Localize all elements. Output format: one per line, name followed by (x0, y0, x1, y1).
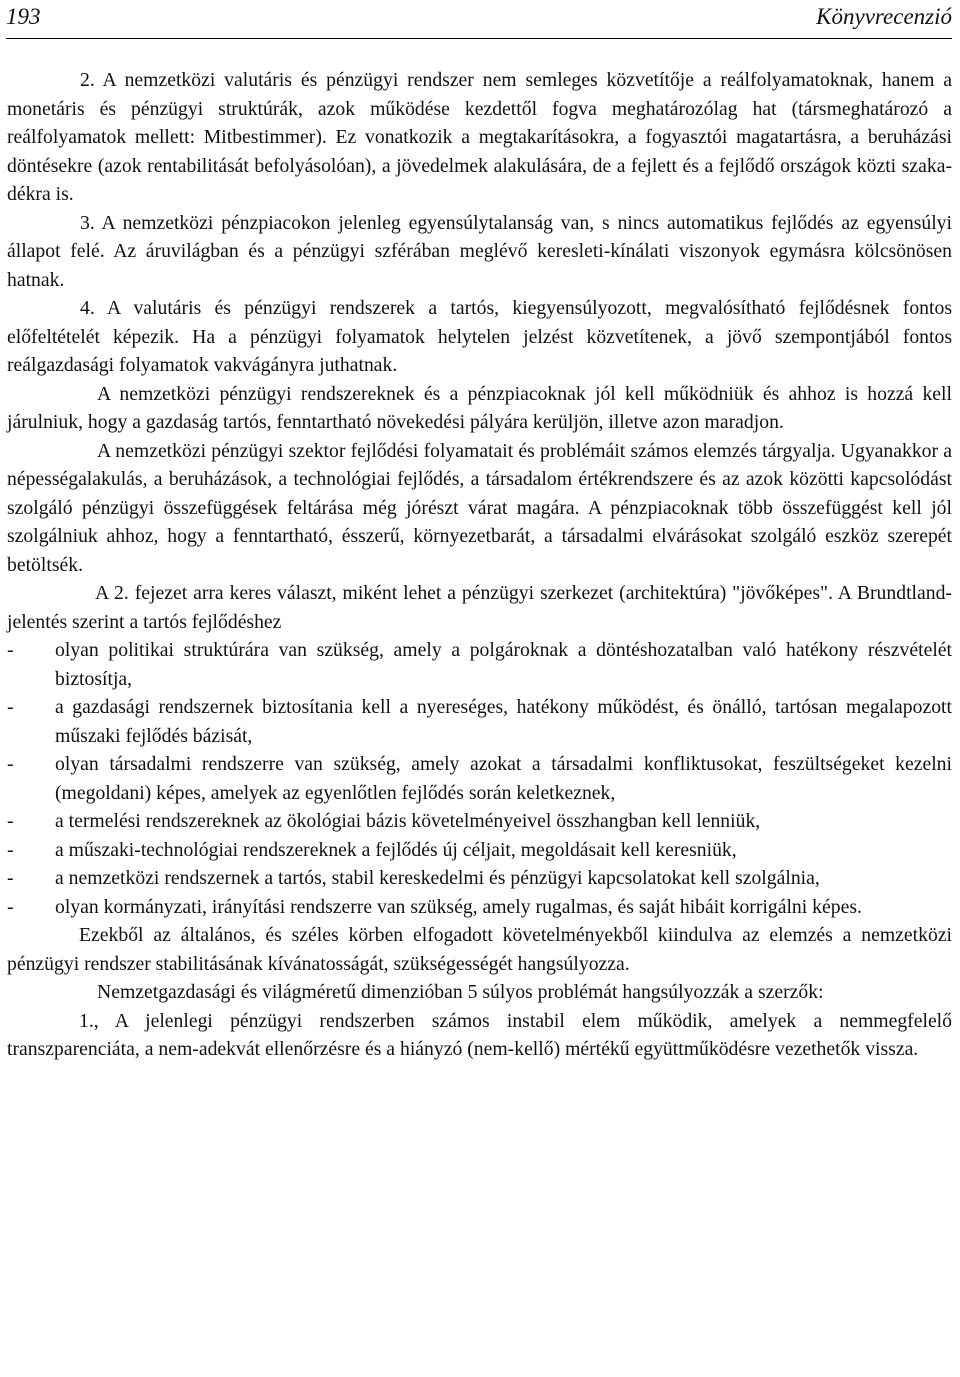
list-item: - a műszaki-technológiai rendszereknek a fejlődés új céljait, megoldásait kell keresniük, (7, 836, 952, 865)
list-dash: - (7, 639, 14, 661)
paragraph-point-2: 2. A nemzetközi valutáris és pénzügyi rendszer nem semleges közvetítője a reálfolyamatoknak, hanem a monetáris és pénzügyi struktúrák, azok működése kezdettől fogva meghatározólag hat (társmeghatározó a reálfolyamatok mellett: Mitbestimmer). Ez vonatkozik a megtakarításokra, a fogyasztói magatartásra, a beruházási döntésekre (azok rentabilitását befolyásolóan), a jövedelmek alakulására, de a fejlett és a fejlődő országok közti szakadékra is. (7, 69, 952, 205)
list-item: - a nemzetközi rendszernek a tartós, stabil kereskedelmi és pénzügyi kapcsolatokat kell szolgálnia, (7, 864, 952, 893)
list-dash: - (7, 867, 14, 889)
list-item: - olyan társadalmi rendszerre van szükség, amely azokat a társadalmi konfliktusokat, feszültségeket kezelni (megoldani) képes, amelyek az egyenlőtlen fejlődés során keletkeznek, (7, 750, 952, 807)
page-number: 193 (6, 4, 41, 29)
list-item: - olyan politikai struktúrára van szükség, amely a polgároknak a döntéshozatalban való hatékony részvételét biztosítja, (7, 636, 952, 693)
paragraph-financial-systems: A nemzetközi pénzügyi rendszereknek és a pénzpiacoknak jól kell működniük és ahhoz is hozzá kell járulniuk, hogy a gazdaság tartós, fenntartható növekedési pályára kerüljön, illetve azon maradjon. (7, 382, 952, 433)
page-header (6, 0, 952, 39)
list-item: - olyan kormányzati, irányítási rendszerre van szükség, amely rugalmas, és saját hibáit korrigálni képes. (7, 893, 952, 922)
article-body (7, 66, 952, 1064)
section-title: Könyvrecenzió (816, 4, 952, 29)
paragraph-point-3: 3. A nemzetközi pénzpiacokon jelenleg egyensúlytalanság van, s nincs automatikus fejlődés az egyensúlyi állapot felé. Az áruvilágban és a pénzügyi szférában meglévő keresleti-kínálati viszonyok egymásra kölcsönösen hatnak. (7, 211, 952, 291)
list-item: - a termelési rendszereknek az ökológiai bázis követelményeivel összhangban kell lenniük, (7, 807, 952, 836)
paragraph-problem-1: 1., A jelenlegi pénzügyi rendszerben számos instabil elem működik, amelyek a nemmegfelelő transzparenciáta, a nem-adekvát ellenőrzésre és a hiányzó (nem-kellő) mértékű együttműködésre vezethetők vissza. (7, 1009, 952, 1060)
paragraph-point-4: 4. A valutáris és pénzügyi rendszerek a tartós, kiegyensúlyozott, megvalósítható fejlődésnek fontos előfeltételét képezik. Ha a pénzügyi folyamatok helytelen jelzést közvetítenek, a jövő szempontjából fontos reálgazdasági folyamatok vakvágányra juthatnak. (7, 297, 952, 376)
list-item: - a gazdasági rendszernek biztosítania kell a nyereséges, hatékony működést, és önálló, tartósan megalapozott műszaki fejlődés bázisát, (7, 693, 952, 750)
requirements-list (7, 636, 952, 921)
list-dash: - (7, 753, 14, 775)
paragraph-requirements-summary: Ezekből az általános, és széles körben elfogadott követelményekből kiindulva az elemzés a nemzetközi pénzügyi rendszer stabilitásának kívánatosságát, szükségességét hangsúlyozza. (7, 924, 952, 975)
paragraph-chapter-2: A 2. fejezet arra keres választ, miként lehet a pénzügyi szerkezet (architektúra) "jövőképes". A Brundtland-jelentés szerint a tartós fejlődéshez (7, 582, 952, 633)
list-dash: - (7, 696, 14, 718)
list-dash: - (7, 838, 14, 861)
list-dash: - (7, 895, 14, 918)
list-dash: - (7, 810, 14, 832)
paragraph-five-problems: Nemzetgazdasági és világméretű dimenzióban 5 súlyos problémát hangsúlyozzák a szerzők: (97, 981, 824, 1003)
paragraph-financial-sector: A nemzetközi pénzügyi szektor fejlődési folyamatait és problémáit számos elemzés tárgyalja. Ugyanakkor a népességalakulás, a beruházások, a technológiai fejlődés, a társadalom értékrendszere és az azok közötti kapcsolódást szolgáló pénzügyi összefüggések feltárása még jórészt várat magára. A pénzpiacoknak több összefüggést kell jól szolgálniuk ahhoz, hogy a fenntartható, ésszerű, környezetbarát, a társadalmi elvárásokat szolgáló eszköz szerepét betöltsék. (7, 439, 952, 576)
